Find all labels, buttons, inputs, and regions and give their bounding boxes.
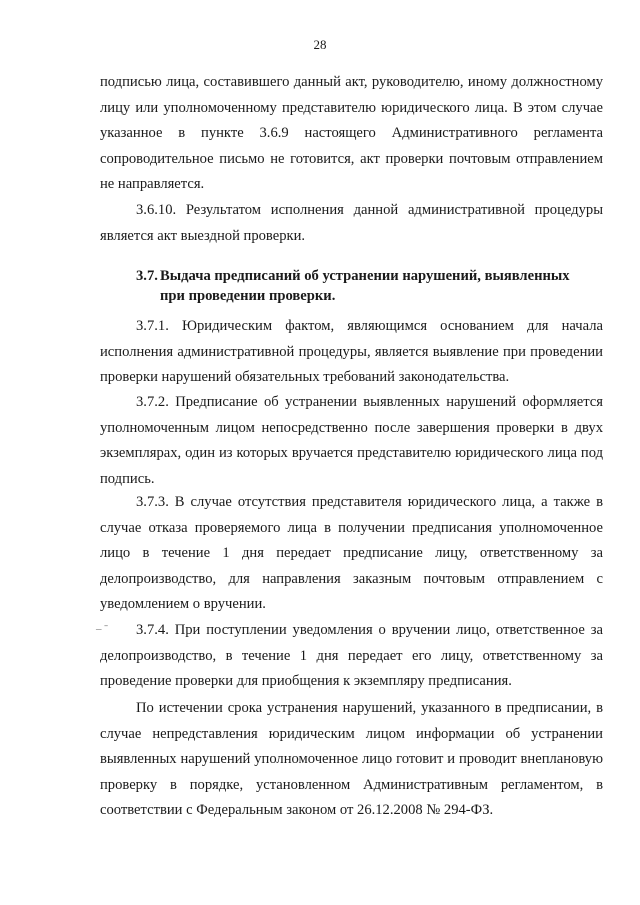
paragraph-final: По истечении срока устранения нарушений, указанного в предписании, в случае непредставления юридическим лицом информации об устранении выявленных нарушений уполномоченное лицо готовит и проводит внеплановую проверку в порядке, установленном Административным регламентом, в соответствии с Федеральным законом от 26.12.2008 № 294-ФЗ. (100, 700, 603, 819)
scan-artifact-mark: – ˉ (96, 623, 108, 635)
paragraph-3-7-3: 3.7.3. В случае отсутствия представителя юридического лица, а также в случае отказа проверяемого лица в получении предписания уполномоченное лицо в течение 1 дня передает предписание лицу, ответственному за делопроизводство, для направления заказным почтовым отправлением с уведомлением о вручении. (100, 494, 603, 613)
section-title-line1: Выдача предписаний об устранении нарушений, выявленных (160, 268, 570, 284)
paragraph-3-7-2: 3.7.2. Предписание об устранении выявленных нарушений оформляется уполномоченным лицом непосредственно после завершения проверки в двух экземплярах, один из которых вручается представителю юридического лица под подпись. (100, 394, 603, 487)
paragraph-3-7-1: 3.7.1. Юридическим фактом, являющимся основанием для начала исполнения административной процедуры, является выявление при проведении проверки нарушений обязательных требований законодательства. (100, 318, 603, 386)
paragraph-3-7-4: 3.7.4. При поступлении уведомления о вручении лицо, ответственное за делопроизводство, в течение 1 дня передает его лицу, ответственному за проведение проверки для приобщения к экземпляру предписания. (100, 622, 603, 690)
paragraph-continuation: подписью лица, составившего данный акт, руководителю, иному должностному лицу или уполномоченному представителю юридического лица. В этом случае указанное в пункте 3.6.9 настоящего Административного регламента сопроводительное письмо не готовится, акт проверки почтовым отправлением не направляется. (100, 74, 603, 193)
section-number: 3.7. (136, 268, 158, 284)
section-title-line2: при проведении проверки. (160, 288, 336, 304)
paragraph-3-6-10: 3.6.10. Результатом исполнения данной административной процедуры является акт выездной проверки. (100, 202, 603, 244)
section-heading-3-7 (136, 266, 603, 306)
page-number: 28 (313, 37, 327, 52)
